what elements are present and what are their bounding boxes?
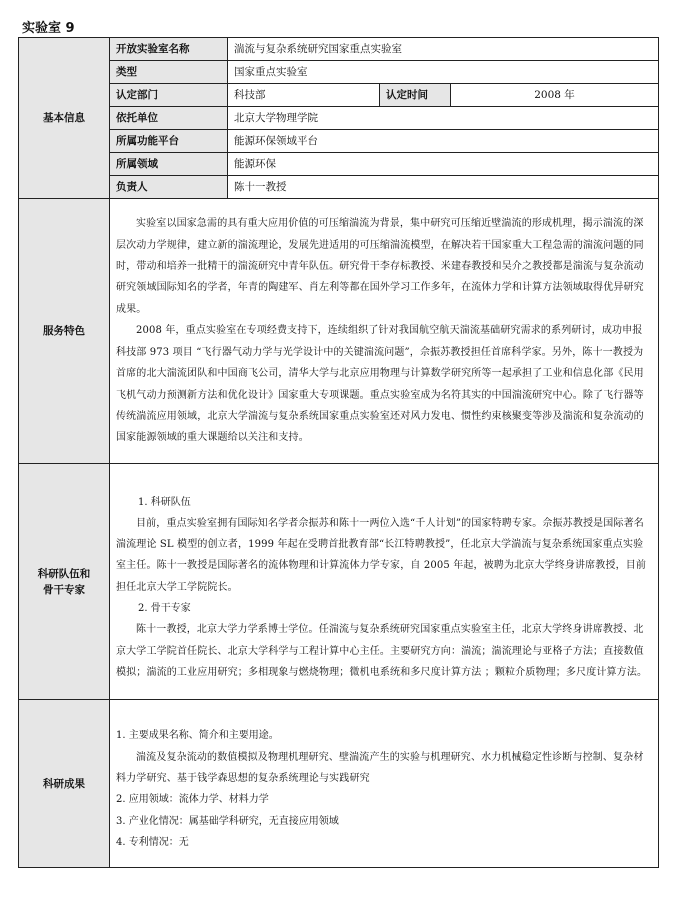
row-name	[19, 38, 659, 61]
label-platform: 所属功能平台	[110, 130, 228, 153]
label-cert-time: 认定时间	[380, 84, 451, 107]
label-field: 所属领域	[110, 153, 228, 176]
features-body	[110, 199, 659, 464]
section-results: 科研成果	[19, 700, 110, 868]
row-leader	[19, 176, 659, 199]
team-item2-title: 2. 骨干专家	[138, 603, 191, 615]
value-platform: 能源环保领域平台	[228, 130, 659, 153]
section-team-line1: 科研队伍和	[37, 567, 91, 580]
row-features	[19, 199, 659, 464]
section-team	[19, 464, 110, 700]
row-platform	[19, 130, 659, 153]
team-item2-text: 陈十一教授，北京大学力学系博士学位。任湍流与复杂系统研究国家重点实验室主任，北京大学终身讲席教授、北京大学工学院首任院长、北京大学科学与工程计算中心主任。主要研究方向：湍流；湍流理论与亚格子方法；直接数值模拟；湍流的工业应用研究；多相现象与燃烧物理；微机电系统和多尺度计算方法 ；颗粒介质物理；多尺度计算方法。	[116, 624, 648, 679]
results-line: 4. 专利情况：无	[116, 837, 189, 849]
value-field: 能源环保	[228, 153, 659, 176]
row-field	[19, 153, 659, 176]
label-type: 类型	[110, 61, 228, 84]
value-dept: 科技部	[228, 84, 380, 107]
value-cert-time: 2008 年	[451, 84, 659, 107]
section-team-line2: 骨干专家	[43, 583, 85, 596]
features-paragraph: 实验室以国家急需的具有重大应用价值的可压缩湍流为背景，集中研究可压缩近壁湍流的形成机理，揭示湍流的深层次动力学规律，建立新的湍流理论，发展先进适用的可压缩湍流模型，在解决若干国家重大工程急需的湍流问题的同时，带动和培养一批精干的湍流研究中青年队伍。研究骨干李存标教授、米建春教授和吴介之教授都是湍流与复杂流动研究领域国际知名的学者，年青的陶建军、肖左利等都在国外学习工作多年，在流体力学和计算方法领域取得优异研究成果。	[116, 218, 644, 315]
results-line: 1. 主要成果名称、简介和主要用途。	[116, 730, 279, 742]
label-dept: 认定部门	[110, 84, 228, 107]
results-body	[110, 700, 659, 868]
section-basic-info: 基本信息	[19, 38, 110, 199]
results-line: 湍流及复杂流动的数值模拟及物理机理研究、壁湍流产生的实验与机理研究、水力机械稳定性诊断与控制、复杂材料力学研究、基于钱学森思想的复杂系统理论与实践研究	[116, 751, 644, 784]
section-features: 服务特色	[19, 199, 110, 464]
features-paragraph: 2008 年，重点实验室在专项经费支持下，连续组织了针对我国航空航天湍流基础研究需求的系列研讨，成功申报科技部 973 项目 “飞行器气动力学与光学设计中的关键湍流问题”，佘振苏教授担任首席科学家。另外，陈十一教授为首席的北大湍流团队和中国商飞公司，清华大学与北京应用物理与计算数学研究所等一起承担了工业和信息化部《民用飞机气动力预测新方法和优化设计》国家重大专项课题。重点实验室成为名符其实的中国湍流研究中心。除了飞行器等传统湍流应用领域，北京大学湍流与复杂系统国家重点实验室还对风力发电、惯性约束核聚变等涉及湍流和复杂流动的国家能源领域的重大课题给以关注和支持。	[116, 325, 644, 444]
row-team	[19, 464, 659, 700]
results-line: 2. 应用领域：流体力学、材料力学	[116, 794, 269, 806]
page-title: 实验室 9	[22, 21, 75, 36]
row-results	[19, 700, 659, 868]
label-leader: 负责人	[110, 176, 228, 199]
results-line: 3. 产业化情况：属基础学科研究，无直接应用领域	[116, 815, 339, 827]
value-type: 国家重点实验室	[228, 61, 659, 84]
value-host: 北京大学物理学院	[228, 107, 659, 130]
value-leader: 陈十一教授	[228, 176, 659, 199]
row-dept	[19, 84, 659, 107]
team-item1-text: 目前，重点实验室拥有国际知名学者佘振苏和陈十一两位入选“千人计划”的国家特聘专家。佘振苏教授是国际著名湍流理论 SL 模型的创立者，1999 年起在受聘首批教育部“长江特聘教授”，任北京大学湍流与复杂系统国家重点实验室主任。陈十一教授是国际著名的流体物理和计算流体力学专家，自 2005 年起，被聘为北京大学终身讲席教授，目前担任北京大学工学院院长。	[116, 517, 647, 593]
row-type	[19, 61, 659, 84]
label-lab-name: 开放实验室名称	[110, 38, 228, 61]
value-lab-name: 湍流与复杂系统研究国家重点实验室	[228, 38, 659, 61]
team-item1-title: 1. 科研队伍	[138, 496, 191, 508]
team-body	[110, 464, 659, 700]
row-host	[19, 107, 659, 130]
lab-info-table	[18, 37, 659, 868]
label-host: 依托单位	[110, 107, 228, 130]
